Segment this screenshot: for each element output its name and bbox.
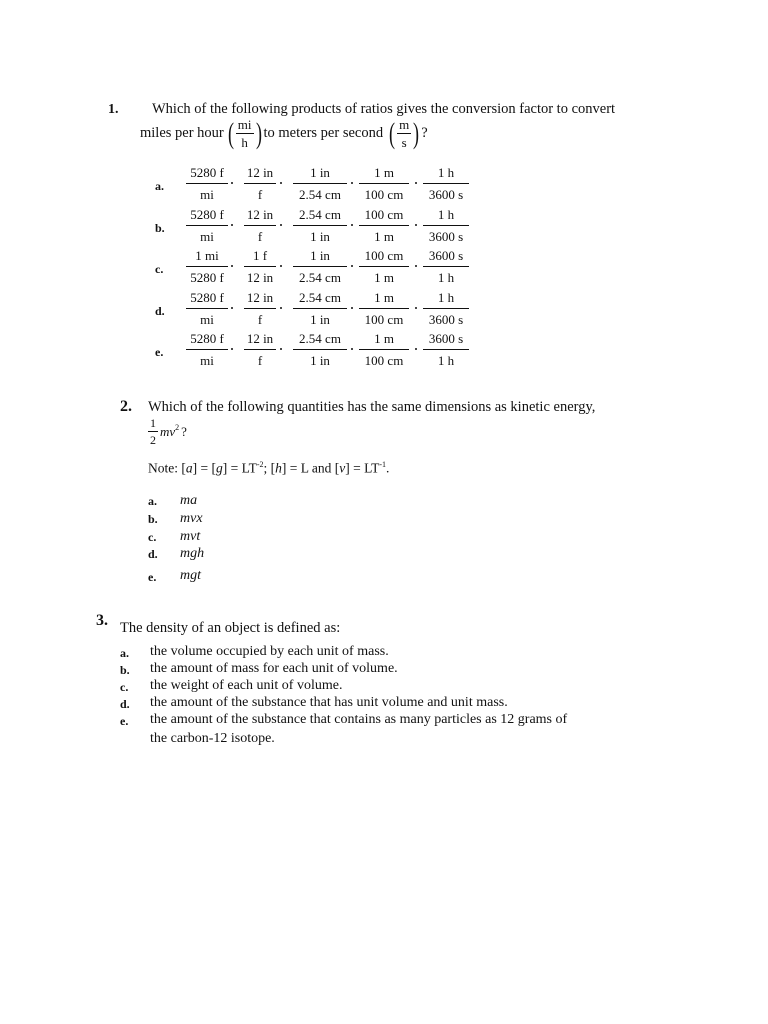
q1-factor-numerator: 1 f	[252, 248, 268, 263]
q1-factor-denominator: 1 h	[437, 270, 455, 285]
q1-multiply-dot	[231, 348, 233, 350]
q1-multiply-dot	[351, 182, 353, 184]
q1-multiply-dot	[280, 182, 282, 184]
q1-factor-numerator: 1 m	[374, 290, 394, 305]
q2-option-c-value: mvt	[180, 529, 201, 544]
q1-factor-denominator: 3600 s	[428, 187, 464, 202]
q1-fraction-bar	[423, 308, 469, 309]
q1-factor-denominator: 1 h	[437, 353, 455, 368]
q1-factor-numerator: 3600 s	[428, 331, 464, 346]
note-prefix: Note: [	[148, 460, 186, 476]
unit-fraction-mi-per-h	[236, 118, 254, 149]
q2-option-d-value: mgh	[180, 546, 205, 561]
q3-option-d-value: the amount of the substance that has unit volume and unit mass.	[150, 695, 508, 710]
q3-option-b-letter: b.	[120, 663, 130, 677]
q1-fraction-bar	[293, 266, 347, 267]
right-paren: )	[413, 116, 420, 150]
q1-factor-numerator: 1 m	[374, 331, 394, 346]
question-1-text-mid: to meters per second	[263, 125, 384, 141]
question-2-number: 2.	[120, 398, 132, 415]
q2-option-b-value: mvx	[180, 511, 203, 526]
q1-factor-denominator: f	[257, 187, 263, 202]
q3-option-c-letter: c.	[120, 680, 129, 694]
q1-factor-numerator: 5280 f	[190, 290, 224, 305]
note-end: .	[386, 460, 390, 476]
q1-factor-denominator: 12 in	[246, 270, 274, 285]
q2-option-c-letter: c.	[148, 530, 157, 544]
q1-factor-denominator: f	[257, 312, 263, 327]
q1-fraction-bar	[359, 308, 409, 309]
q2-option-a-letter: a.	[148, 494, 157, 508]
q1-multiply-dot	[351, 307, 353, 309]
q1-factor-denominator: 1 m	[374, 270, 394, 285]
left-paren: (	[389, 116, 396, 150]
q1-factor-numerator: 2.54 cm	[299, 207, 341, 222]
q1-fraction-bar	[244, 266, 276, 267]
q1-multiply-dot	[280, 265, 282, 267]
q1-factor-numerator: 12 in	[246, 165, 274, 180]
q2-option-b-letter: b.	[148, 512, 158, 526]
q1-option-letter: c.	[155, 262, 164, 276]
q1-fraction-bar	[359, 183, 409, 184]
question-3-number: 3.	[96, 612, 108, 629]
note-mid4: ] = L and [	[281, 460, 340, 476]
q1-factor-numerator: 1 h	[437, 207, 455, 222]
q3-option-e-value-line2: the carbon-12 isotope.	[150, 731, 275, 746]
q1-factor-denominator: 2.54 cm	[299, 187, 341, 202]
q1-multiply-dot	[415, 224, 417, 226]
q1-fraction-bar	[244, 225, 276, 226]
unit-denominator: s	[401, 135, 407, 150]
q1-fraction-bar	[186, 266, 228, 267]
q2-option-e-letter: e.	[148, 570, 157, 584]
q1-multiply-dot	[231, 182, 233, 184]
question-1-text-line1: Which of the following products of ratios gives the conversion factor to convert	[152, 101, 616, 117]
q1-fraction-bar	[423, 183, 469, 184]
question-1-text-start: miles per hour	[140, 125, 224, 141]
q1-factor-denominator: mi	[200, 187, 214, 202]
q3-option-b-value: the amount of mass for each unit of volume.	[150, 661, 398, 676]
q1-factor-numerator: 1 h	[437, 290, 455, 305]
question-1-text-end: ?	[421, 125, 428, 141]
kinetic-energy-expr: mv	[160, 423, 176, 439]
half-numerator: 1	[150, 416, 156, 430]
q1-factor-denominator: mi	[200, 229, 214, 244]
note-v: v	[339, 460, 346, 476]
q1-fraction-bar	[244, 308, 276, 309]
left-paren: (	[227, 116, 234, 150]
note-mid5: ] = LT	[345, 460, 380, 476]
q1-factor-denominator: 100 cm	[364, 187, 404, 202]
note-exp1: -2	[256, 460, 264, 469]
q1-multiply-dot	[280, 307, 282, 309]
q3-option-e-letter: e.	[120, 714, 129, 728]
q1-fraction-bar	[186, 225, 228, 226]
question-2-note	[148, 460, 389, 477]
q1-factor-numerator: 1 m	[374, 165, 394, 180]
unit-numerator: mi	[237, 117, 252, 132]
q1-factor-denominator: f	[257, 229, 263, 244]
right-paren: )	[255, 116, 262, 150]
unit-fraction-m-per-s	[397, 118, 411, 149]
q1-multiply-dot	[231, 265, 233, 267]
q1-factor-denominator: 5280 f	[190, 270, 224, 285]
q1-factor-denominator: 1 m	[374, 229, 394, 244]
q1-multiply-dot	[280, 348, 282, 350]
q1-factor-numerator: 100 cm	[364, 207, 404, 222]
q1-multiply-dot	[415, 265, 417, 267]
q1-factor-numerator: 12 in	[246, 207, 274, 222]
q1-option-letter: d.	[155, 304, 165, 318]
q2-option-a-value: ma	[180, 493, 198, 508]
q1-option-letter: a.	[155, 179, 164, 193]
note-mid3: ; [	[263, 460, 276, 476]
q1-factor-denominator: 2.54 cm	[299, 270, 341, 285]
q1-factor-denominator: 1 in	[310, 229, 330, 244]
q1-factor-denominator: 100 cm	[364, 353, 404, 368]
unit-denominator: h	[241, 135, 248, 150]
q1-factor-numerator: 5280 f	[190, 331, 224, 346]
q2-option-e-value: mgt	[180, 568, 201, 583]
q1-factor-denominator: mi	[200, 353, 214, 368]
q1-multiply-dot	[231, 307, 233, 309]
kinetic-energy-end: ?	[181, 423, 187, 439]
q1-fraction-bar	[359, 225, 409, 226]
q1-multiply-dot	[415, 307, 417, 309]
q3-option-e-value: the amount of the substance that contains as many particles as 12 grams of	[150, 712, 568, 727]
note-h: h	[275, 460, 282, 476]
q1-fraction-bar	[293, 183, 347, 184]
note-mid2: ] = LT	[222, 460, 257, 476]
q1-factor-numerator: 1 in	[310, 248, 330, 263]
q1-multiply-dot	[351, 265, 353, 267]
q1-factor-numerator: 1 mi	[195, 248, 219, 263]
q3-option-a-value: the volume occupied by each unit of mass.	[150, 644, 389, 659]
q1-factor-numerator: 12 in	[246, 290, 274, 305]
q1-multiply-dot	[351, 224, 353, 226]
q1-factor-numerator: 2.54 cm	[299, 331, 341, 346]
q1-factor-denominator: mi	[200, 312, 214, 327]
q3-option-d-letter: d.	[120, 697, 130, 711]
q1-factor-numerator: 2.54 cm	[299, 290, 341, 305]
note-exp2: -1	[379, 460, 387, 469]
q1-factor-denominator: f	[257, 353, 263, 368]
q1-fraction-bar	[293, 349, 347, 350]
q1-fraction-bar	[186, 349, 228, 350]
q1-option-letter: b.	[155, 221, 165, 235]
q1-factor-denominator: 3600 s	[428, 229, 464, 244]
q1-fraction-bar	[186, 308, 228, 309]
unit-numerator: m	[399, 117, 410, 132]
note-a: a	[185, 460, 193, 476]
q1-fraction-bar	[244, 183, 276, 184]
q1-fraction-bar	[423, 266, 469, 267]
q1-factor-denominator: 100 cm	[364, 312, 404, 327]
question-1-number: 1.	[108, 102, 119, 117]
q1-factor-denominator: 1 in	[310, 353, 330, 368]
q2-option-d-letter: d.	[148, 547, 158, 561]
q1-factor-denominator: 3600 s	[428, 312, 464, 327]
q1-factor-numerator: 1 h	[437, 165, 455, 180]
q1-multiply-dot	[415, 348, 417, 350]
q3-option-c-value: the weight of each unit of volume.	[150, 678, 343, 693]
note-mid1: ] = [	[192, 460, 216, 476]
q1-factor-denominator: 1 in	[310, 312, 330, 327]
q1-fraction-bar	[293, 308, 347, 309]
half-fraction	[148, 417, 158, 446]
q1-factor-numerator: 100 cm	[364, 248, 404, 263]
q1-fraction-bar	[186, 183, 228, 184]
q1-fraction-bar	[244, 349, 276, 350]
q1-fraction-bar	[359, 266, 409, 267]
question-2-text: Which of the following quantities has the same dimensions as kinetic energy,	[148, 399, 596, 415]
q1-option-letter: e.	[155, 345, 164, 359]
question-3-text: The density of an object is defined as:	[120, 620, 341, 636]
q1-multiply-dot	[231, 224, 233, 226]
q1-factor-numerator: 5280 f	[190, 207, 224, 222]
q1-multiply-dot	[415, 182, 417, 184]
note-g: g	[215, 460, 223, 476]
q1-multiply-dot	[280, 224, 282, 226]
question-1-text-line2	[140, 118, 428, 149]
half-denominator: 2	[150, 433, 156, 447]
q3-option-a-letter: a.	[120, 646, 129, 660]
q1-multiply-dot	[351, 348, 353, 350]
q1-factor-numerator: 3600 s	[428, 248, 464, 263]
q1-fraction-bar	[293, 225, 347, 226]
q1-fraction-bar	[423, 225, 469, 226]
q1-fraction-bar	[423, 349, 469, 350]
q1-factor-numerator: 1 in	[310, 165, 330, 180]
kinetic-energy-exponent: 2	[175, 423, 180, 432]
q1-fraction-bar	[359, 349, 409, 350]
q1-factor-numerator: 12 in	[246, 331, 274, 346]
question-2-expression	[148, 417, 187, 446]
q1-factor-numerator: 5280 f	[190, 165, 224, 180]
